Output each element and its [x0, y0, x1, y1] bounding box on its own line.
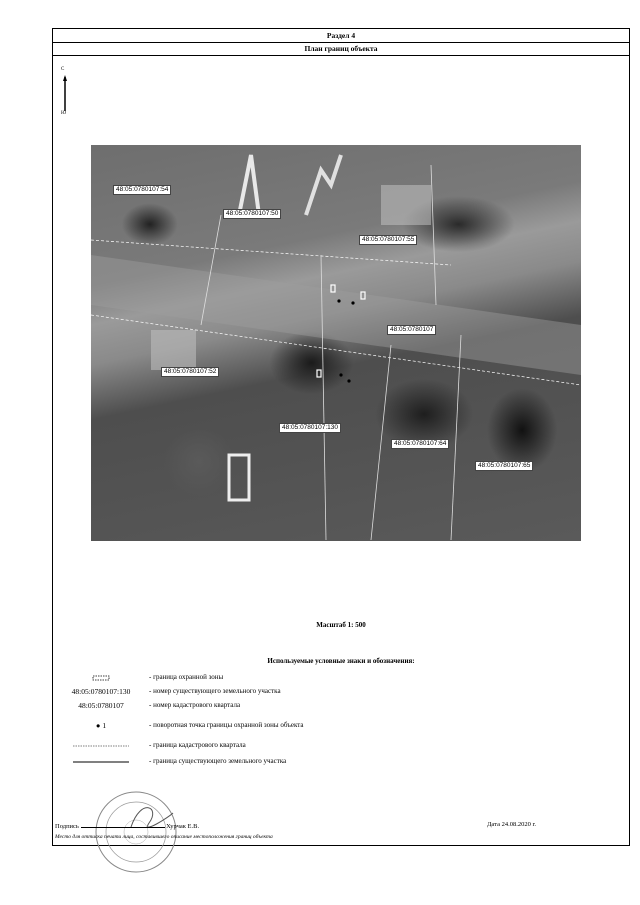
legend-text: - граница существующего земельного участка	[149, 757, 287, 765]
parcel-label: 48:05:0780107:130	[279, 423, 341, 433]
parcel-label: 48:05:0780107:52	[161, 367, 219, 377]
legend-item	[53, 721, 629, 735]
document-frame	[52, 28, 630, 846]
stamp-seal-icon	[91, 787, 181, 877]
legend-item	[53, 741, 629, 755]
signature-line	[55, 821, 629, 830]
parcel-label: 48:05:0780107:64	[391, 439, 449, 449]
parcel-label: 48:05:0780107:65	[475, 461, 533, 471]
section-header: Раздел 4	[53, 29, 629, 43]
legend-item	[53, 701, 629, 715]
legend-text: - граница охранной зоны	[149, 673, 224, 681]
scale-text: Масштаб 1: 500	[316, 621, 366, 629]
signer-name: Хурчак Е.В.	[166, 823, 200, 830]
legend-item	[53, 673, 629, 687]
south-label: Ю	[61, 111, 67, 116]
north-label: С	[61, 67, 65, 72]
legend-item	[53, 757, 629, 771]
parcel-number-symbol: 48:05:0780107:130	[71, 687, 131, 696]
legend-title: Используемые условные знаки и обозначения:	[267, 657, 415, 665]
north-arrow-icon	[61, 67, 71, 117]
quarter-boundary-symbol	[53, 741, 149, 750]
stamp-note: Место для оттиска печати лица, составившего описание местоположения границ объекта	[55, 834, 273, 840]
legend-text: - поворотная точка границы охранной зоны объекта	[149, 721, 304, 729]
quarter-label: 48:05:0780107	[387, 325, 436, 335]
parcel-label: 48:05:0780107:54	[113, 185, 171, 195]
parcel-label: 48:05:0780107:50	[223, 209, 281, 219]
quarter-number-symbol: 48:05:0780107	[78, 701, 124, 710]
signature-label: Подпись	[55, 823, 79, 830]
legend-item	[53, 687, 629, 701]
legend-text: - граница кадастрового квартала	[149, 741, 246, 749]
protection-zone-symbol	[53, 673, 149, 682]
legend-text: - номер существующего земельного участка	[149, 687, 281, 695]
aerial-map-image	[91, 145, 581, 541]
parcel-boundary-symbol	[53, 757, 149, 766]
turning-point-symbol: ● 1	[95, 721, 107, 730]
signature-date: Дата 24.08.2020 г.	[487, 821, 537, 828]
page-title: План границ объекта	[53, 42, 629, 56]
legend-text: - номер кадастрового квартала	[149, 701, 241, 709]
map-overlay	[91, 145, 581, 541]
parcel-label: 48:05:0780107:55	[359, 235, 417, 245]
